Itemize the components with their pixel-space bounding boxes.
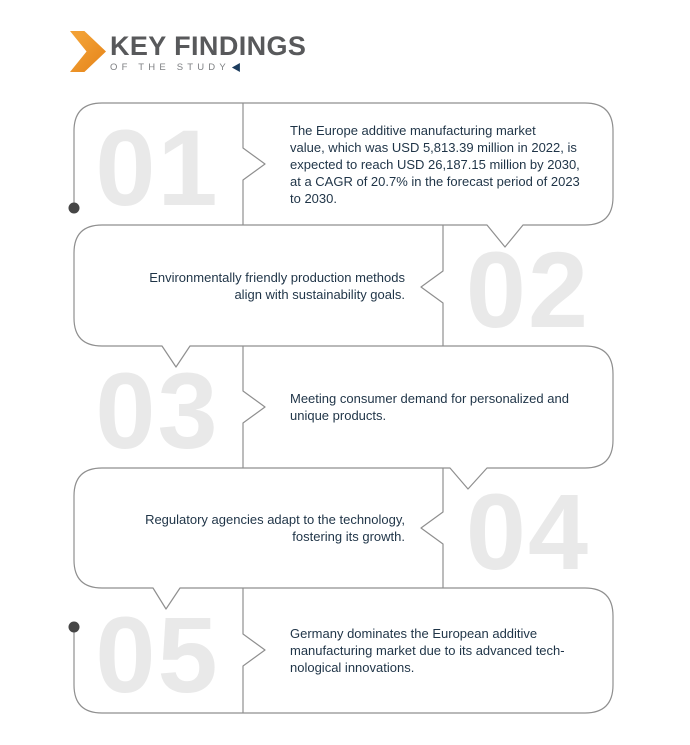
header-logo [70,31,306,73]
navy-dot-icon [232,63,240,72]
page-title: KEY FINDINGS [110,31,307,61]
finding-text-line: nological innovations. [290,660,415,675]
finding-text-line: to 2030. [290,190,337,206]
finding-text-line: value, which was USD 5,813.39 million in 2022, is [290,139,577,155]
finding-text-line: Meeting consumer demand for personalized and [290,391,569,406]
finding-text-line: The Europe additive manufacturing market [290,122,536,138]
finding-card-04 [0,468,690,592]
finding-text-line: manufacturing market due to its advanced tech- [290,643,565,658]
finding-text-line: expected to reach USD 26,187.15 million by 2030, [290,156,580,172]
finding-text-line: unique products. [290,408,387,423]
finding-text-line: align with sustainability goals. [234,286,405,302]
orange-arrow-icon [70,31,106,72]
finding-number: 01 [95,107,220,228]
finding-card-05 [0,588,690,713]
logo-text [110,31,306,73]
finding-number: 03 [95,350,220,471]
finding-text-line: Germany dominates the European additive [290,626,538,641]
page-subtitle: OF THE STUDY [110,62,230,73]
finding-text-line: Regulatory agencies adapt to the technology, [145,512,405,527]
page-subtitle-row [110,62,306,73]
finding-number: 02 [465,228,591,350]
finding-number: 05 [95,593,220,715]
finding-text [290,103,602,225]
finding-card-02 [0,225,690,350]
finding-text [92,468,405,588]
finding-card-01 [0,103,690,228]
finding-text-line: at a CAGR of 20.7% in the forecast period of 2023 [290,173,580,189]
finding-text [92,225,405,346]
finding-text-line: Environmentally friendly production methods [149,269,405,285]
finding-card-03 [0,346,690,471]
finding-text [290,346,602,468]
finding-number: 04 [465,471,591,592]
finding-text-line: fostering its growth. [292,529,405,544]
finding-text [290,588,602,713]
